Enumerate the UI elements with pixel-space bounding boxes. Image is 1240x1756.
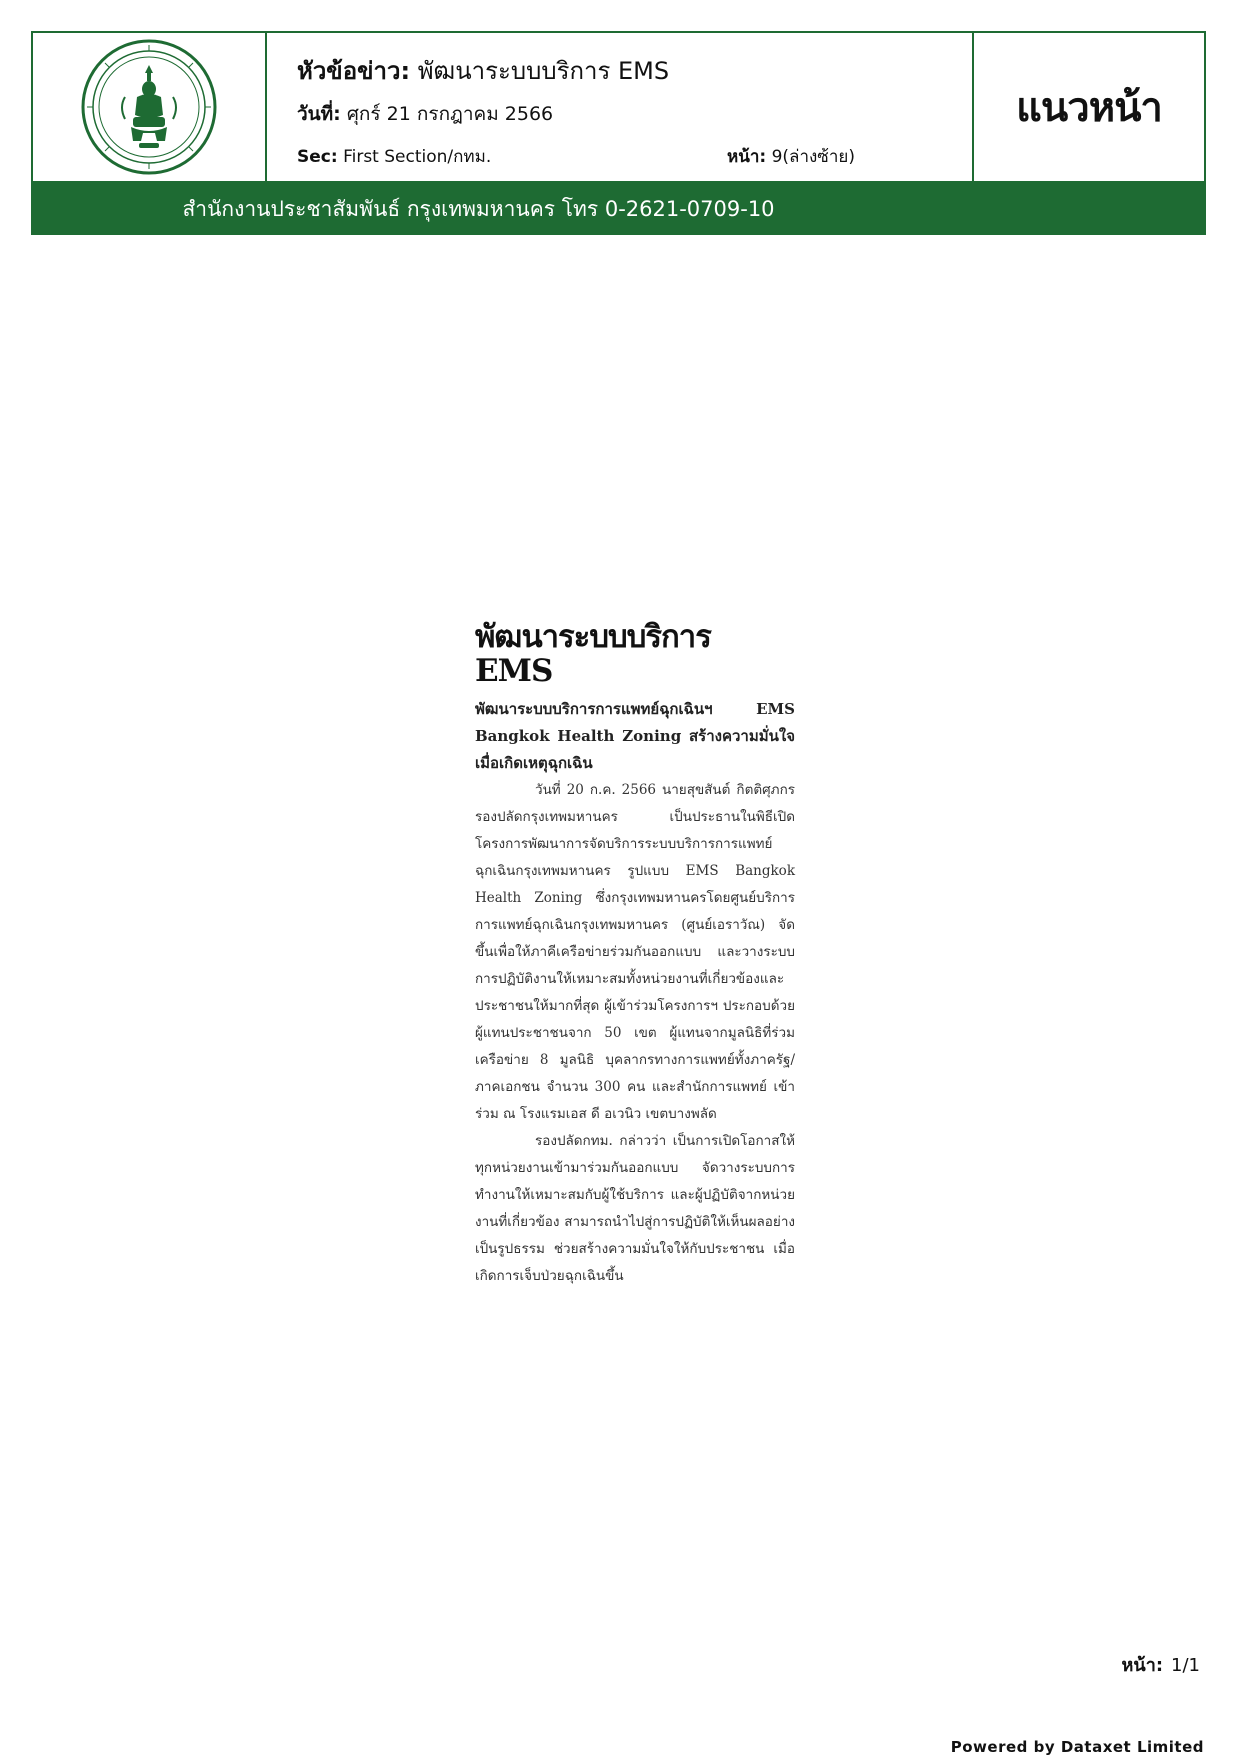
page-row [727,143,855,170]
footer-credit: Powered by Dataxet Limited [950,1738,1204,1756]
article-paragraph-1: วันที่ 20 ก.ค. 2566 นายสุขสันต์ กิตติศุภกร รองปลัดกรุงเทพมหานคร เป็นประธานในพิธีเปิดโครงการพัฒนาการจัดบริการระบบบริการการแพทย์ฉุกเฉินกรุงเทพมหานคร รูปแบบ EMS Bangkok Health Zoning ซึ่งกรุงเทพมหานครโดยศูนย์บริการการแพทย์ฉุกเฉินกรุงเทพมหานคร (ศูนย์เอราวัณ) จัดขึ้นเพื่อให้ภาคีเครือข่ายร่วมกันออกแบบ และวางระบบการปฏิบัติงานให้เหมาะสมทั้งหน่วยงานที่เกี่ยวข้องและประชาชนให้มากที่สุด ผู้เข้าร่วมโครงการฯ ประกอบด้วย ผู้แทนประชาชนจาก 50 เขต ผู้แทนจากมูลนิธิที่ร่วมเครือข่าย 8 มูลนิธิ บุคลากรทางการแพทย์ทั้งภาครัฐ/ภาคเอกชน จำนวน 300 คน และสำนักการแพทย์ เข้าร่วม ณ โรงแรมเอส ดี อเวนิว เขตบางพลัด [475,782,795,1123]
date-label: วันที่: [297,103,341,125]
page-counter-value: 1/1 [1171,1655,1200,1676]
section-label: Sec: [297,147,338,167]
logo-cell [33,33,267,181]
bangkok-seal-icon [79,37,219,177]
article-title: พัฒนาระบบบริการ EMS [475,619,711,690]
news-clipping [475,620,795,1290]
date-value: ศุกร์ 21 กรกฎาคม 2566 [346,103,554,125]
page-counter-label: หน้า: [1121,1655,1164,1676]
clipping-header [31,31,1206,183]
headline-row [297,51,669,90]
agency-banner-text: สำนักงานประชาสัมพันธ์ กรุงเทพมหานคร โทร 0-2621-0709-10 [182,196,775,221]
category-cell [974,33,1204,181]
page-counter [1122,1650,1200,1679]
page-label: หน้า: [727,147,767,167]
date-row [297,99,553,129]
publication-name: แนวหน้า [1016,85,1162,131]
headline-label: หัวข้อข่าว: [297,57,411,85]
section-value: First Section/กทม. [343,147,492,167]
article-paragraph-2: รองปลัดกทม. กล่าวว่า เป็นการเปิดโอกาสให้ทุกหน่วยงานเข้ามาร่วมกันออกแบบ จัดวางระบบการทำงานให้เหมาะสมกับผู้ใช้บริการ และผู้ปฏิบัติจากหน่วยงานที่เกี่ยวข้อง สามารถนำไปสู่การปฏิบัติให้เห็นผลอย่างเป็นรูปธรรม ช่วยสร้างความมั่นใจให้กับประชาชน เมื่อเกิดการเจ็บป่วยฉุกเฉินขึ้น [475,1133,795,1285]
agency-banner [31,183,1206,235]
headline-value: พัฒนาระบบบริการ EMS [417,57,670,85]
page-value: 9(ล่างซ้าย) [771,147,855,167]
clipping-info [267,33,974,181]
article-lead: พัฒนาระบบบริการการแพทย์ฉุกเฉินฯ EMS Bangkok Health Zoning สร้างความมั่นใจ เมื่อเกิดเหตุฉุกเฉิน [475,700,795,773]
section-row [297,143,491,170]
